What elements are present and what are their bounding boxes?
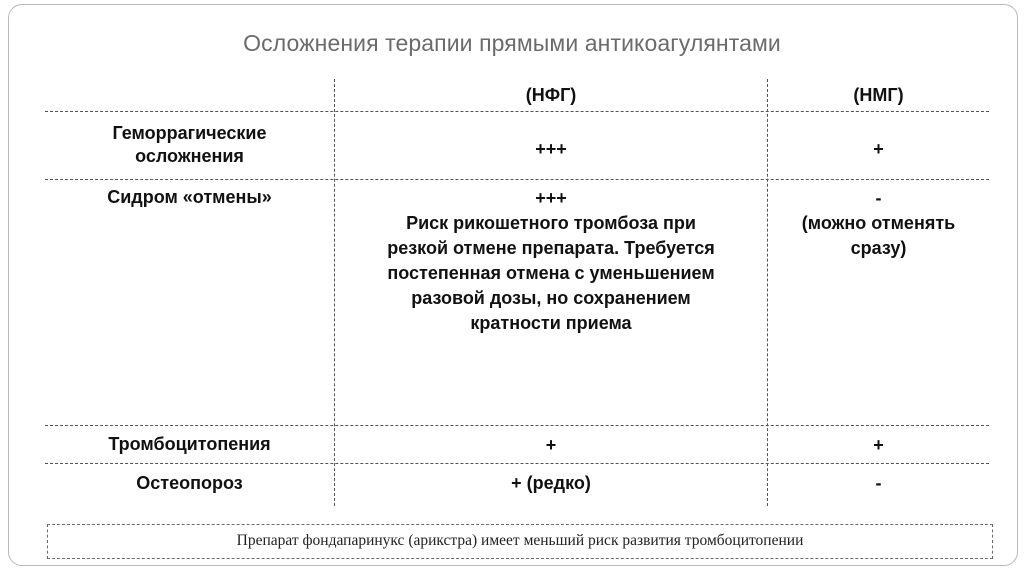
row-label-thrombocytopenia: Тромбоцитопения — [108, 434, 271, 454]
row-label-osteoporosis: Остеопороз — [136, 473, 243, 493]
row-label-withdrawal: Сидром «отмены» — [107, 187, 272, 207]
header-nfg: (НФГ) — [525, 85, 577, 105]
row-divider — [45, 425, 989, 426]
row-divider — [45, 179, 989, 180]
cell-hemorrhagic-nmg: + — [873, 139, 884, 159]
header-nmg: (НМГ) — [853, 85, 904, 105]
cell-thrombocytopenia-nmg: + — [873, 435, 884, 455]
cell-withdrawal-nmg: - (можно отменять сразу) — [801, 188, 956, 258]
slide-title: Осложнения терапии прямыми антикоагулянтами — [243, 30, 781, 56]
cell-osteoporosis-nmg: - — [875, 473, 882, 493]
row-divider — [45, 463, 989, 464]
footnote-box: Препарат фондапаринукс (арикстра) имеет меньший риск развития тромбоцитопении — [47, 524, 993, 559]
cell-withdrawal-nfg: +++ Риск рикошетного тромбоза при резкой отмене препарата. Требуется постепенная отмена с уменьшением разовой дозы, но сохранением кратности приема — [387, 188, 715, 333]
cell-hemorrhagic-nfg: +++ — [535, 139, 567, 159]
row-label-hemorrhagic: Геморрагические осложнения — [112, 123, 267, 166]
cell-osteoporosis-nfg: + (редко) — [511, 473, 591, 493]
complications-table — [45, 79, 989, 506]
cell-thrombocytopenia-nfg: + — [545, 435, 557, 455]
row-divider — [45, 111, 989, 112]
